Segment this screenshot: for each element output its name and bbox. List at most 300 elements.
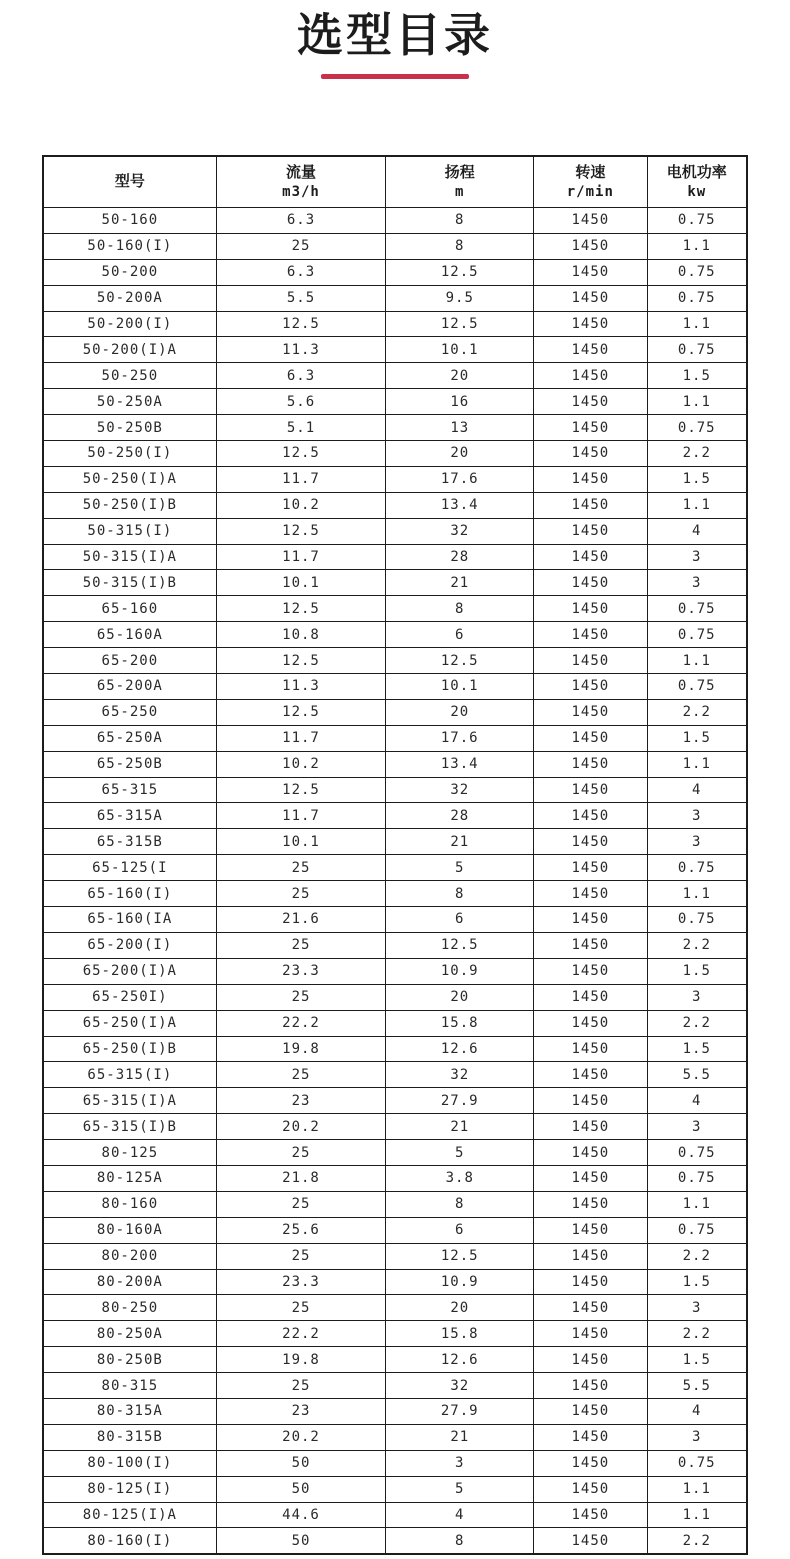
cell-power: 1.5 <box>647 1036 747 1062</box>
cell-power: 1.1 <box>647 1476 747 1502</box>
cell-head: 4 <box>386 1502 534 1528</box>
cell-flow: 11.7 <box>216 725 386 751</box>
cell-head: 17.6 <box>386 466 534 492</box>
cell-flow: 11.7 <box>216 803 386 829</box>
cell-model: 65-250 <box>43 699 216 725</box>
cell-model: 80-250B <box>43 1347 216 1373</box>
cell-head: 28 <box>386 803 534 829</box>
cell-flow: 25 <box>216 855 386 881</box>
cell-model: 50-250(I)A <box>43 466 216 492</box>
cell-power: 1.1 <box>647 751 747 777</box>
cell-model: 80-160(I) <box>43 1528 216 1554</box>
cell-power: 2.2 <box>647 699 747 725</box>
cell-flow: 25 <box>216 1373 386 1399</box>
table-row <box>43 1088 747 1114</box>
cell-power: 1.5 <box>647 466 747 492</box>
cell-speed: 1450 <box>534 1269 647 1295</box>
cell-model: 50-200(I) <box>43 311 216 337</box>
cell-speed: 1450 <box>534 622 647 648</box>
table-row <box>43 932 747 958</box>
cell-head: 32 <box>386 518 534 544</box>
title-accent-line <box>321 74 469 79</box>
table-row <box>43 751 747 777</box>
cell-power: 4 <box>647 1088 747 1114</box>
cell-flow: 20.2 <box>216 1114 386 1140</box>
cell-power: 3 <box>647 544 747 570</box>
cell-power: 1.1 <box>647 311 747 337</box>
cell-power: 1.1 <box>647 648 747 674</box>
table-row <box>43 208 747 234</box>
cell-flow: 6.3 <box>216 259 386 285</box>
cell-model: 65-125(I <box>43 855 216 881</box>
header-flow-label: 流量 <box>285 163 316 182</box>
cell-flow: 10.2 <box>216 492 386 518</box>
cell-model: 50-250B <box>43 415 216 441</box>
table-row <box>43 648 747 674</box>
table-row <box>43 1321 747 1347</box>
cell-head: 15.8 <box>386 1010 534 1036</box>
selection-table <box>42 155 748 1555</box>
cell-model: 50-160 <box>43 208 216 234</box>
cell-speed: 1450 <box>534 363 647 389</box>
cell-flow: 25 <box>216 1140 386 1166</box>
cell-flow: 12.5 <box>216 441 386 467</box>
cell-power: 0.75 <box>647 208 747 234</box>
cell-power: 3 <box>647 984 747 1010</box>
table-row <box>43 1243 747 1269</box>
cell-model: 50-200 <box>43 259 216 285</box>
cell-power: 0.75 <box>647 415 747 441</box>
cell-flow: 10.1 <box>216 570 386 596</box>
cell-power: 1.5 <box>647 725 747 751</box>
table-row <box>43 622 747 648</box>
table-header <box>43 156 747 208</box>
cell-power: 0.75 <box>647 337 747 363</box>
cell-flow: 23 <box>216 1398 386 1424</box>
cell-model: 65-315(I) <box>43 1062 216 1088</box>
cell-head: 12.5 <box>386 311 534 337</box>
cell-head: 20 <box>386 441 534 467</box>
table-row <box>43 1165 747 1191</box>
cell-speed: 1450 <box>534 466 647 492</box>
cell-head: 8 <box>386 596 534 622</box>
cell-power: 0.75 <box>647 596 747 622</box>
cell-head: 8 <box>386 233 534 259</box>
cell-power: 2.2 <box>647 1528 747 1554</box>
cell-speed: 1450 <box>534 570 647 596</box>
cell-speed: 1450 <box>534 881 647 907</box>
header-head <box>386 156 534 208</box>
cell-head: 10.9 <box>386 1269 534 1295</box>
cell-power: 1.1 <box>647 1502 747 1528</box>
table-row <box>43 259 747 285</box>
cell-head: 10.9 <box>386 958 534 984</box>
table-row <box>43 1140 747 1166</box>
cell-flow: 19.8 <box>216 1347 386 1373</box>
table-row <box>43 518 747 544</box>
cell-speed: 1450 <box>534 492 647 518</box>
header-power-unit: kw <box>687 183 707 200</box>
table-row <box>43 1295 747 1321</box>
cell-speed: 1450 <box>534 389 647 415</box>
cell-head: 13.4 <box>386 751 534 777</box>
cell-head: 5 <box>386 1140 534 1166</box>
table-row <box>43 1398 747 1424</box>
cell-power: 1.5 <box>647 1347 747 1373</box>
cell-flow: 25 <box>216 1191 386 1217</box>
table-row <box>43 466 747 492</box>
cell-model: 65-315(I)A <box>43 1088 216 1114</box>
cell-head: 12.5 <box>386 1243 534 1269</box>
cell-power: 1.1 <box>647 389 747 415</box>
cell-power: 2.2 <box>647 932 747 958</box>
cell-head: 28 <box>386 544 534 570</box>
table-row <box>43 958 747 984</box>
cell-model: 50-315(I)A <box>43 544 216 570</box>
cell-head: 6 <box>386 1217 534 1243</box>
header-speed <box>534 156 647 208</box>
cell-flow: 5.1 <box>216 415 386 441</box>
cell-speed: 1450 <box>534 1528 647 1554</box>
cell-head: 15.8 <box>386 1321 534 1347</box>
cell-flow: 21.6 <box>216 907 386 933</box>
cell-model: 65-200A <box>43 674 216 700</box>
cell-model: 50-250(I) <box>43 441 216 467</box>
table-row <box>43 1036 747 1062</box>
cell-head: 32 <box>386 777 534 803</box>
table-row <box>43 725 747 751</box>
cell-head: 16 <box>386 389 534 415</box>
cell-head: 20 <box>386 984 534 1010</box>
header-head-label: 扬程 <box>444 163 475 182</box>
cell-speed: 1450 <box>534 441 647 467</box>
cell-model: 80-100(I) <box>43 1450 216 1476</box>
cell-head: 12.5 <box>386 648 534 674</box>
cell-flow: 25 <box>216 1243 386 1269</box>
cell-speed: 1450 <box>534 674 647 700</box>
cell-speed: 1450 <box>534 751 647 777</box>
cell-speed: 1450 <box>534 855 647 881</box>
cell-head: 3.8 <box>386 1165 534 1191</box>
cell-flow: 21.8 <box>216 1165 386 1191</box>
cell-model: 80-200 <box>43 1243 216 1269</box>
cell-speed: 1450 <box>534 518 647 544</box>
cell-speed: 1450 <box>534 1165 647 1191</box>
cell-flow: 25 <box>216 984 386 1010</box>
cell-speed: 1450 <box>534 1373 647 1399</box>
cell-power: 0.75 <box>647 855 747 881</box>
cell-speed: 1450 <box>534 1424 647 1450</box>
cell-model: 80-125(I) <box>43 1476 216 1502</box>
cell-model: 65-315(I)B <box>43 1114 216 1140</box>
header-model-label: 型号 <box>114 172 145 191</box>
cell-head: 27.9 <box>386 1398 534 1424</box>
cell-head: 12.6 <box>386 1347 534 1373</box>
header-power-label: 电机功率 <box>666 163 727 182</box>
cell-power: 1.1 <box>647 1191 747 1217</box>
cell-model: 80-125(I)A <box>43 1502 216 1528</box>
table-row <box>43 1010 747 1036</box>
cell-head: 21 <box>386 570 534 596</box>
cell-power: 0.75 <box>647 259 747 285</box>
cell-speed: 1450 <box>534 1502 647 1528</box>
cell-head: 20 <box>386 1295 534 1321</box>
table-row <box>43 1502 747 1528</box>
cell-head: 20 <box>386 363 534 389</box>
cell-power: 4 <box>647 518 747 544</box>
cell-speed: 1450 <box>534 1036 647 1062</box>
table-row <box>43 285 747 311</box>
cell-head: 8 <box>386 1191 534 1217</box>
cell-model: 65-315 <box>43 777 216 803</box>
cell-model: 80-125 <box>43 1140 216 1166</box>
table-row <box>43 363 747 389</box>
cell-model: 80-315 <box>43 1373 216 1399</box>
cell-model: 65-250A <box>43 725 216 751</box>
cell-flow: 50 <box>216 1528 386 1554</box>
cell-power: 3 <box>647 1114 747 1140</box>
cell-speed: 1450 <box>534 725 647 751</box>
cell-speed: 1450 <box>534 699 647 725</box>
cell-head: 32 <box>386 1373 534 1399</box>
cell-head: 21 <box>386 1114 534 1140</box>
cell-head: 12.5 <box>386 932 534 958</box>
header-model <box>43 156 216 208</box>
cell-model: 65-200 <box>43 648 216 674</box>
cell-flow: 20.2 <box>216 1424 386 1450</box>
cell-power: 2.2 <box>647 1321 747 1347</box>
cell-head: 8 <box>386 208 534 234</box>
cell-speed: 1450 <box>534 1476 647 1502</box>
table-row <box>43 1424 747 1450</box>
cell-flow: 25 <box>216 1295 386 1321</box>
cell-power: 0.75 <box>647 907 747 933</box>
table-body <box>43 208 747 1555</box>
cell-flow: 12.5 <box>216 699 386 725</box>
cell-model: 65-250I) <box>43 984 216 1010</box>
cell-speed: 1450 <box>534 233 647 259</box>
cell-speed: 1450 <box>534 907 647 933</box>
cell-model: 65-250(I)A <box>43 1010 216 1036</box>
cell-model: 80-315B <box>43 1424 216 1450</box>
cell-flow: 11.3 <box>216 674 386 700</box>
cell-model: 65-250(I)B <box>43 1036 216 1062</box>
cell-speed: 1450 <box>534 648 647 674</box>
cell-speed: 1450 <box>534 1140 647 1166</box>
cell-speed: 1450 <box>534 958 647 984</box>
table-row <box>43 233 747 259</box>
cell-speed: 1450 <box>534 1114 647 1140</box>
cell-speed: 1450 <box>534 1010 647 1036</box>
cell-model: 80-200A <box>43 1269 216 1295</box>
cell-model: 80-250A <box>43 1321 216 1347</box>
cell-speed: 1450 <box>534 311 647 337</box>
cell-head: 5 <box>386 855 534 881</box>
cell-speed: 1450 <box>534 1347 647 1373</box>
cell-model: 80-160A <box>43 1217 216 1243</box>
table-row <box>43 1373 747 1399</box>
header-flow <box>216 156 386 208</box>
table-row <box>43 1347 747 1373</box>
cell-flow: 12.5 <box>216 777 386 803</box>
cell-power: 1.5 <box>647 958 747 984</box>
cell-head: 3 <box>386 1450 534 1476</box>
table-row <box>43 803 747 829</box>
cell-head: 9.5 <box>386 285 534 311</box>
cell-head: 5 <box>386 1476 534 1502</box>
table-row <box>43 1191 747 1217</box>
cell-speed: 1450 <box>534 337 647 363</box>
cell-speed: 1450 <box>534 1217 647 1243</box>
table-row <box>43 777 747 803</box>
cell-head: 21 <box>386 1424 534 1450</box>
cell-power: 2.2 <box>647 441 747 467</box>
cell-speed: 1450 <box>534 208 647 234</box>
table-row <box>43 855 747 881</box>
cell-flow: 12.5 <box>216 596 386 622</box>
cell-model: 80-315A <box>43 1398 216 1424</box>
cell-head: 6 <box>386 907 534 933</box>
cell-power: 4 <box>647 1398 747 1424</box>
cell-model: 50-250(I)B <box>43 492 216 518</box>
cell-power: 2.2 <box>647 1243 747 1269</box>
cell-model: 50-250 <box>43 363 216 389</box>
cell-flow: 50 <box>216 1476 386 1502</box>
cell-power: 3 <box>647 570 747 596</box>
cell-speed: 1450 <box>534 596 647 622</box>
cell-speed: 1450 <box>534 829 647 855</box>
cell-power: 0.75 <box>647 285 747 311</box>
cell-power: 3 <box>647 829 747 855</box>
cell-flow: 23.3 <box>216 1269 386 1295</box>
cell-speed: 1450 <box>534 777 647 803</box>
cell-power: 5.5 <box>647 1373 747 1399</box>
cell-flow: 11.3 <box>216 337 386 363</box>
cell-speed: 1450 <box>534 1295 647 1321</box>
cell-speed: 1450 <box>534 1062 647 1088</box>
cell-head: 12.5 <box>386 259 534 285</box>
cell-speed: 1450 <box>534 544 647 570</box>
cell-power: 1.5 <box>647 1269 747 1295</box>
cell-speed: 1450 <box>534 803 647 829</box>
cell-power: 0.75 <box>647 1165 747 1191</box>
table-row <box>43 829 747 855</box>
cell-speed: 1450 <box>534 415 647 441</box>
cell-speed: 1450 <box>534 285 647 311</box>
cell-model: 50-315(I)B <box>43 570 216 596</box>
cell-power: 0.75 <box>647 622 747 648</box>
cell-model: 80-125A <box>43 1165 216 1191</box>
header-row <box>43 156 747 208</box>
cell-speed: 1450 <box>534 984 647 1010</box>
cell-flow: 25 <box>216 881 386 907</box>
cell-head: 21 <box>386 829 534 855</box>
cell-power: 1.1 <box>647 233 747 259</box>
cell-head: 10.1 <box>386 337 534 363</box>
cell-flow: 44.6 <box>216 1502 386 1528</box>
cell-power: 4 <box>647 777 747 803</box>
cell-flow: 23.3 <box>216 958 386 984</box>
cell-flow: 25 <box>216 1062 386 1088</box>
table-row <box>43 1476 747 1502</box>
cell-flow: 25 <box>216 233 386 259</box>
cell-speed: 1450 <box>534 1088 647 1114</box>
header-speed-unit: r/min <box>566 183 614 200</box>
table-row <box>43 311 747 337</box>
cell-flow: 6.3 <box>216 363 386 389</box>
cell-flow: 10.1 <box>216 829 386 855</box>
table-row <box>43 1114 747 1140</box>
cell-speed: 1450 <box>534 1321 647 1347</box>
cell-power: 1.1 <box>647 881 747 907</box>
cell-head: 13.4 <box>386 492 534 518</box>
cell-power: 2.2 <box>647 1010 747 1036</box>
cell-power: 1.5 <box>647 363 747 389</box>
table-row <box>43 1528 747 1554</box>
cell-power: 3 <box>647 1295 747 1321</box>
cell-head: 8 <box>386 1528 534 1554</box>
cell-power: 0.75 <box>647 674 747 700</box>
header-flow-unit: m3/h <box>282 183 320 200</box>
cell-power: 1.1 <box>647 492 747 518</box>
cell-flow: 22.2 <box>216 1010 386 1036</box>
table-row <box>43 984 747 1010</box>
header-head-unit: m <box>455 183 465 200</box>
cell-speed: 1450 <box>534 1398 647 1424</box>
cell-flow: 5.6 <box>216 389 386 415</box>
cell-flow: 6.3 <box>216 208 386 234</box>
table-row <box>43 1269 747 1295</box>
cell-flow: 19.8 <box>216 1036 386 1062</box>
table-row <box>43 674 747 700</box>
cell-model: 65-160A <box>43 622 216 648</box>
cell-model: 65-250B <box>43 751 216 777</box>
cell-model: 50-315(I) <box>43 518 216 544</box>
page-title: 选型目录 <box>297 8 493 62</box>
table-row <box>43 596 747 622</box>
table-row <box>43 1062 747 1088</box>
cell-head: 13 <box>386 415 534 441</box>
cell-power: 3 <box>647 803 747 829</box>
cell-flow: 23 <box>216 1088 386 1114</box>
cell-flow: 50 <box>216 1450 386 1476</box>
cell-head: 27.9 <box>386 1088 534 1114</box>
cell-flow: 12.5 <box>216 648 386 674</box>
cell-model: 50-160(I) <box>43 233 216 259</box>
cell-model: 50-200A <box>43 285 216 311</box>
cell-flow: 5.5 <box>216 285 386 311</box>
table-row <box>43 415 747 441</box>
cell-power: 0.75 <box>647 1217 747 1243</box>
table-row <box>43 907 747 933</box>
cell-flow: 10.2 <box>216 751 386 777</box>
cell-flow: 25.6 <box>216 1217 386 1243</box>
header-power <box>647 156 747 208</box>
cell-model: 65-315B <box>43 829 216 855</box>
cell-power: 0.75 <box>647 1450 747 1476</box>
cell-model: 65-200(I)A <box>43 958 216 984</box>
cell-model: 50-250A <box>43 389 216 415</box>
cell-speed: 1450 <box>534 932 647 958</box>
table-row <box>43 570 747 596</box>
table-row <box>43 1217 747 1243</box>
cell-speed: 1450 <box>534 1191 647 1217</box>
cell-model: 65-200(I) <box>43 932 216 958</box>
cell-model: 80-160 <box>43 1191 216 1217</box>
cell-flow: 25 <box>216 932 386 958</box>
cell-power: 3 <box>647 1424 747 1450</box>
cell-model: 50-200(I)A <box>43 337 216 363</box>
